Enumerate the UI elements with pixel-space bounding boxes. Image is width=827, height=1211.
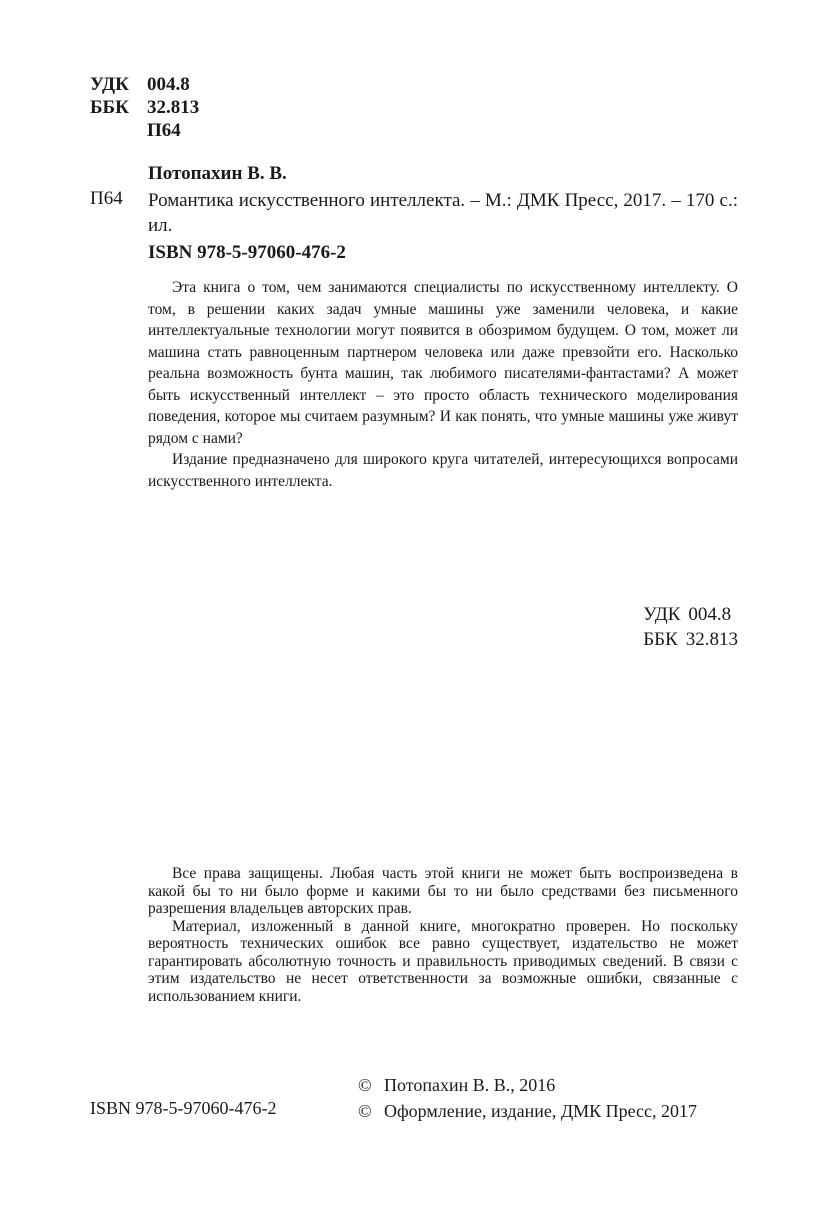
- udk-label-right: УДК: [643, 604, 681, 625]
- book-abstract: [148, 277, 738, 492]
- bbk-value: 32.813: [147, 97, 200, 118]
- rights-notice: [148, 865, 738, 1005]
- copyright-symbol: ©: [358, 1101, 372, 1121]
- isbn-footer: ISBN 978-5-97060-476-2: [90, 1098, 277, 1118]
- rights-paragraph: Материал, изложенный в данной книге, многократно проверен. Но поскольку вероятность технических ошибок все равно существует, издательство не может гарантировать абсолютную точность и правильность приводимых сведений. В связи с этим издательство не несет ответственности за возможные ошибки, связанные с использованием книги.: [148, 917, 738, 1005]
- bibliographic-description: Романтика искусственного интеллекта. – М.: ДМК Пресс, 2017. – 170 с.: ил.: [148, 190, 738, 236]
- udk-value-right: 004.8: [688, 604, 732, 625]
- bbk-row: [90, 96, 199, 119]
- bbk-label-right: ББК: [643, 629, 678, 650]
- copyright-text: Оформление, издание, ДМК Пресс, 2017: [384, 1101, 698, 1121]
- author-mark-label: [90, 119, 147, 142]
- udk-row: [90, 73, 199, 96]
- udk-value: 004.8: [147, 74, 190, 95]
- author-mark-value: П64: [147, 120, 181, 141]
- author-mark-row: [90, 119, 199, 142]
- bbk-label: ББК: [90, 97, 129, 118]
- catalog-codes: [90, 73, 199, 142]
- author-cipher: П64: [90, 188, 123, 209]
- author-name: Потопахин В. В.: [148, 163, 287, 184]
- udk-row-right: [643, 602, 738, 627]
- copyright-line: [358, 1098, 697, 1124]
- copyright-text: Потопахин В. В., 2016: [384, 1075, 556, 1095]
- abstract-paragraph: Эта книга о том, чем занимаются специалисты по искусственному интеллекту. О том, в решении каких задач умные машины уже заменили человека, и какие интеллектуальные технологии могут появится в обозримом будущем. О том, может ли машина стать равноценным партнером человека или даже превзойти его. Насколько реальна возможность бунта машин, так любимого писателями-фантастами? А может быть искусственный интеллект – это просто область технического моделирования поведения, которое мы считаем разумным? И как понять, что умные машины уже живут рядом с нами?: [148, 279, 738, 447]
- copyright-block: [358, 1072, 697, 1124]
- copyright-symbol: ©: [358, 1075, 372, 1095]
- bbk-row-right: [643, 627, 738, 652]
- udk-label: УДК: [90, 74, 129, 95]
- bbk-value-right: 32.813: [685, 629, 738, 650]
- isbn-heading: ISBN 978-5-97060-476-2: [148, 242, 346, 263]
- copyright-line: [358, 1072, 697, 1098]
- abstract-paragraph: Издание предназначено для широкого круга читателей, интересующихся вопросами искусственного интеллекта.: [148, 451, 738, 490]
- rights-paragraph: Все права защищены. Любая часть этой книги не может быть воспроизведена в какой бы то ни было форме и какими бы то ни было средствами без письменного разрешения владельцев авторских прав.: [148, 865, 738, 917]
- catalog-codes-right: [643, 602, 738, 652]
